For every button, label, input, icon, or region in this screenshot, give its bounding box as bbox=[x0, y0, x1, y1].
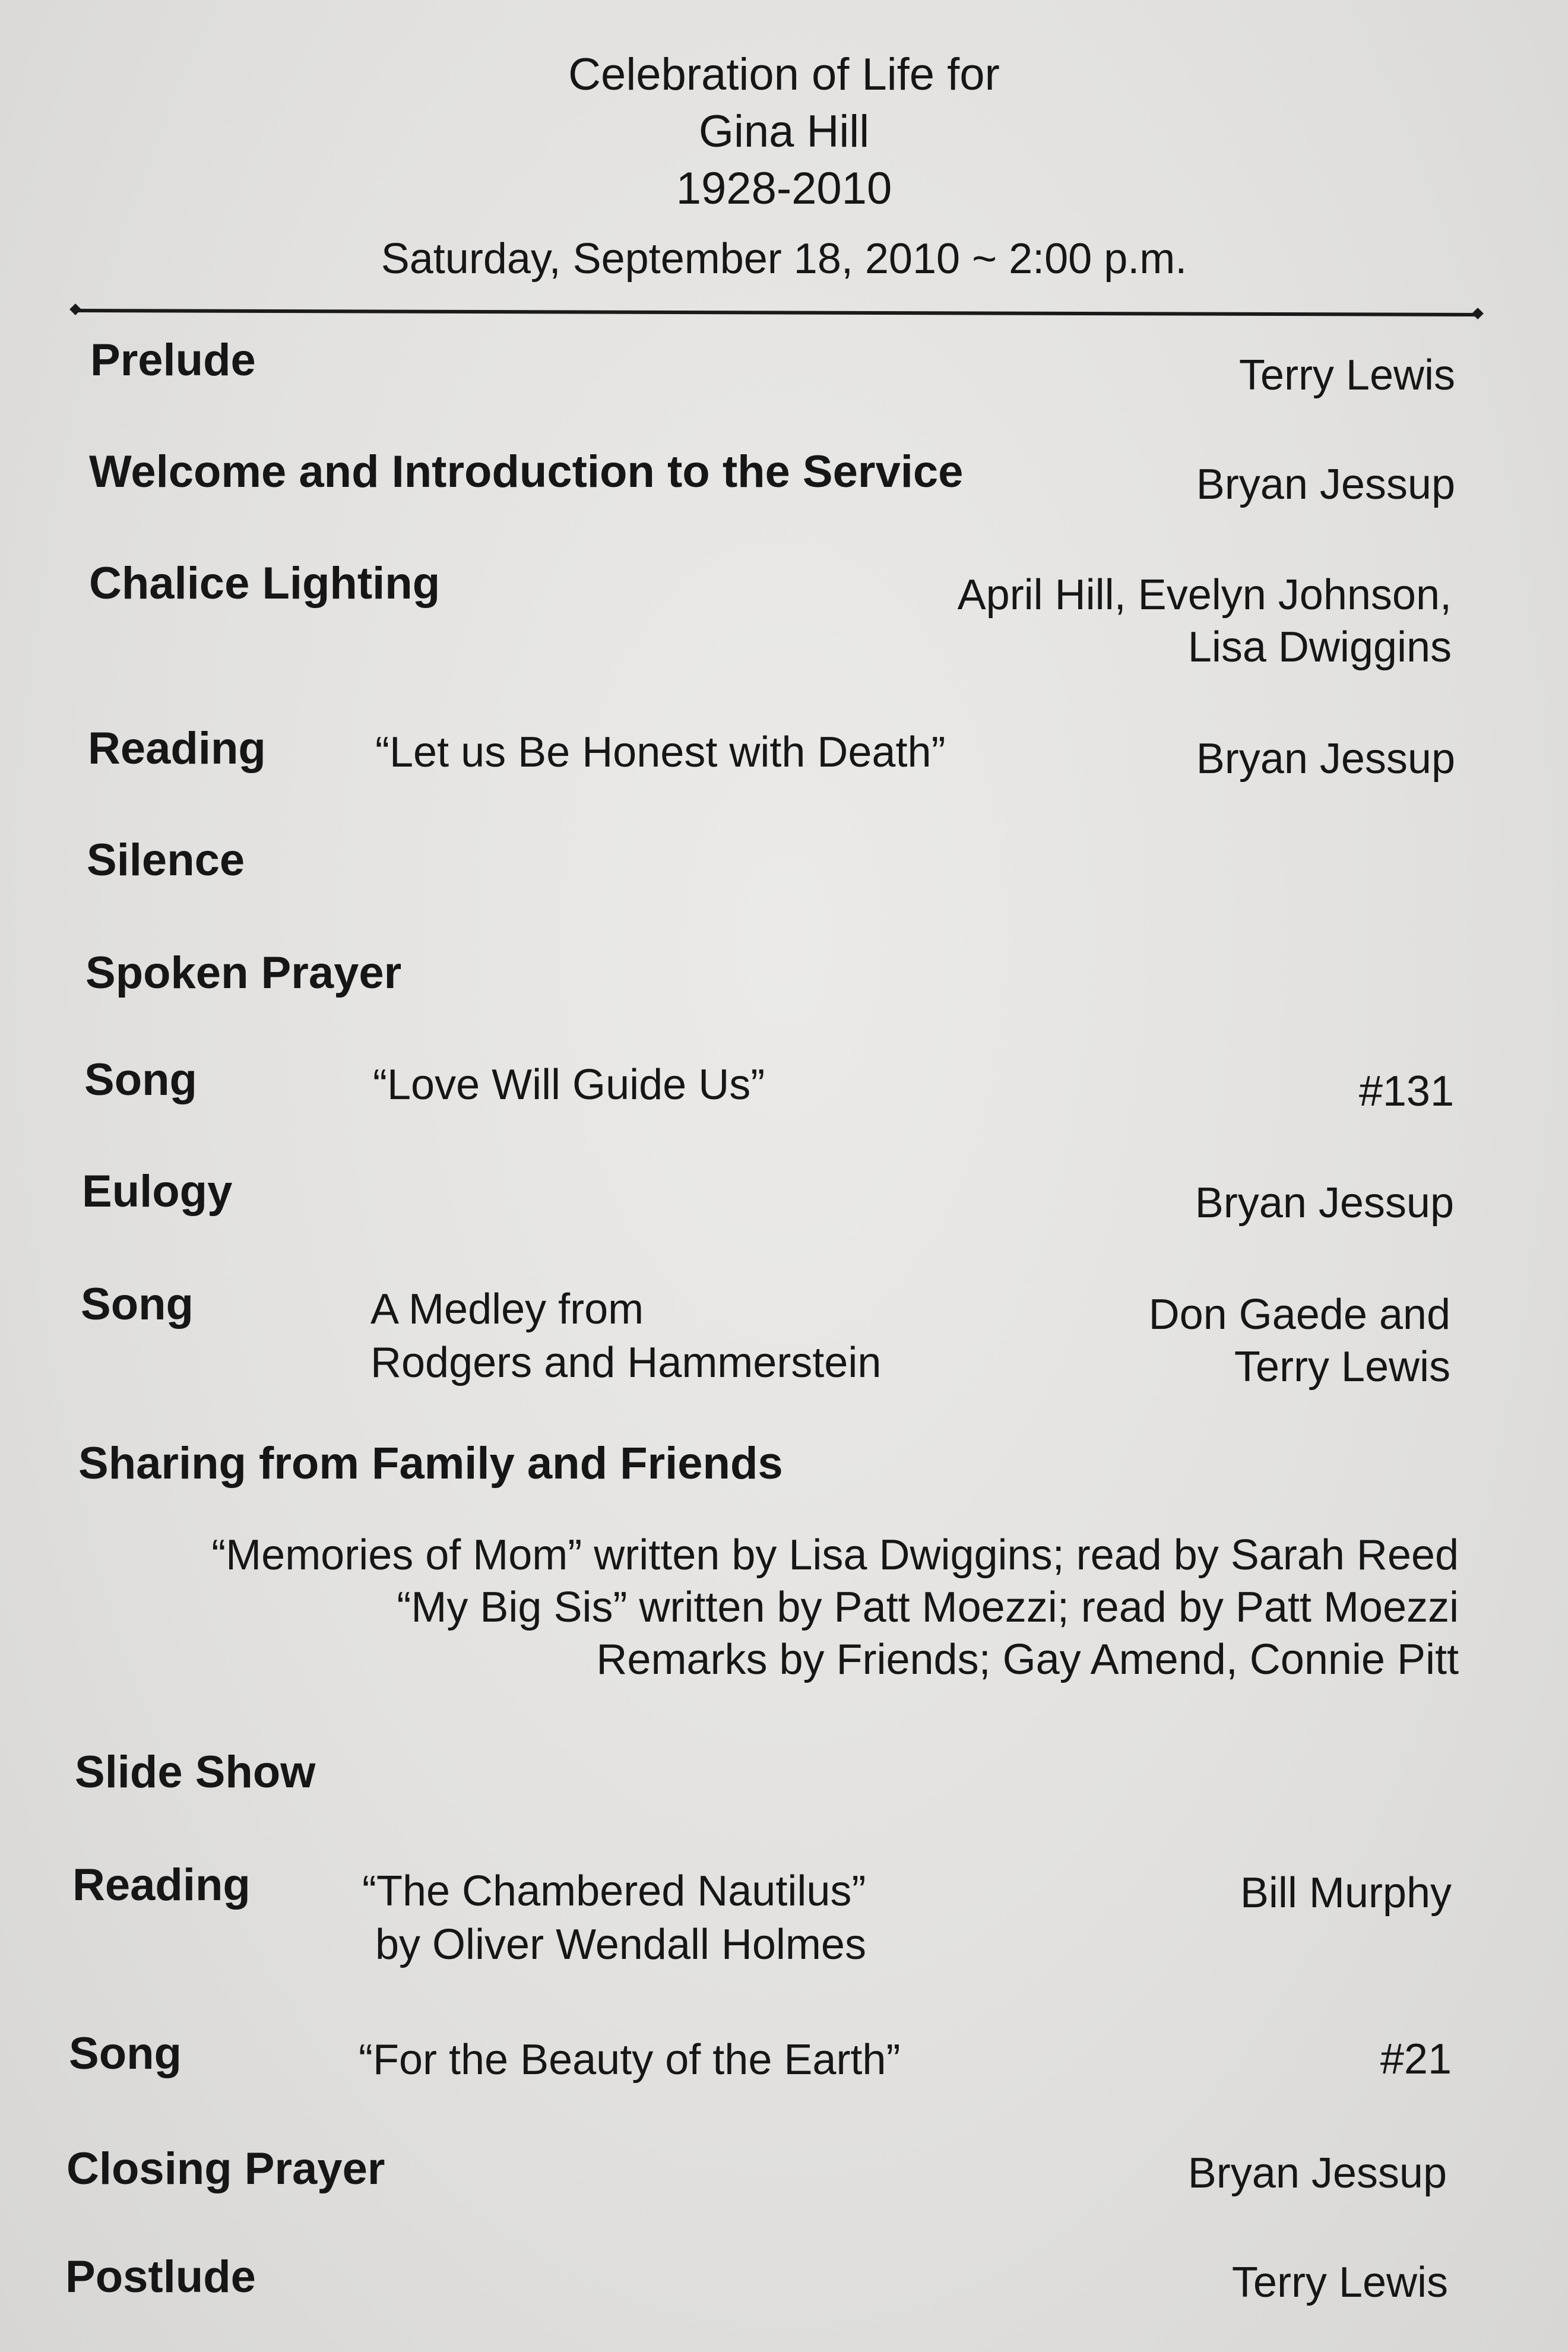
header-title: Celebration of Life for bbox=[568, 49, 1000, 100]
item-title-reading-2 bbox=[362, 1864, 866, 1971]
song-2-person-line2: Terry Lewis bbox=[1234, 1343, 1450, 1391]
item-label-reading-1: Reading bbox=[88, 723, 266, 774]
item-person-closing-prayer: Bryan Jessup bbox=[1187, 2150, 1447, 2197]
item-label-welcome: Welcome and Introduction to the Service bbox=[89, 447, 964, 497]
item-person-chalice bbox=[958, 569, 1452, 673]
song-2-person-line1: Don Gaede and bbox=[1148, 1291, 1450, 1338]
item-label-sharing: Sharing from Family and Friends bbox=[78, 1438, 783, 1489]
song-2-title-line2: Rodgers and Hammerstein bbox=[370, 1339, 882, 1386]
header-date: Saturday, September 18, 2010 ~ 2:00 p.m. bbox=[381, 235, 1187, 283]
item-label-reading-2: Reading bbox=[72, 1860, 251, 1910]
header-name: Gina Hill bbox=[698, 106, 870, 157]
item-label-song-3: Song bbox=[69, 2028, 182, 2079]
chalice-person-line1: April Hill, Evelyn Johnson, bbox=[957, 571, 1452, 619]
sharing-line: “My Big Sis” written by Patt Moezzi; read by Patt Moezzi bbox=[397, 1584, 1459, 1631]
item-label-prelude: Prelude bbox=[90, 335, 256, 385]
item-person-reading-1: Bryan Jessup bbox=[1196, 735, 1455, 783]
item-hymn-song-1: #131 bbox=[1358, 1068, 1454, 1115]
program-header bbox=[0, 46, 1568, 287]
item-title-reading-1: “Let us Be Honest with Death” bbox=[375, 729, 946, 776]
item-person-welcome: Bryan Jessup bbox=[1196, 461, 1455, 508]
header-divider bbox=[76, 309, 1477, 316]
item-title-song-3: “For the Beauty of the Earth” bbox=[359, 2036, 901, 2084]
chalice-person-line2: Lisa Dwiggins bbox=[1187, 623, 1452, 671]
song-2-title-line1: A Medley from bbox=[370, 1286, 644, 1333]
sharing-line: “Memories of Mom” written by Lisa Dwiggins; read by Sarah Reed bbox=[211, 1531, 1459, 1579]
item-person-eulogy: Bryan Jessup bbox=[1195, 1179, 1454, 1227]
item-hymn-song-3: #21 bbox=[1380, 2036, 1452, 2083]
item-label-postlude: Postlude bbox=[65, 2252, 256, 2302]
reading-2-title-line2: by Oliver Wendall Holmes bbox=[375, 1921, 866, 1968]
sharing-list bbox=[211, 1529, 1459, 1686]
item-label-eulogy: Eulogy bbox=[82, 1166, 233, 1217]
item-person-postlude: Terry Lewis bbox=[1231, 2259, 1448, 2306]
item-person-prelude: Terry Lewis bbox=[1238, 352, 1455, 399]
item-label-song-1: Song bbox=[84, 1055, 197, 1105]
reading-2-title-line1: “The Chambered Nautilus” bbox=[362, 1867, 866, 1915]
item-person-reading-2: Bill Murphy bbox=[1240, 1869, 1452, 1917]
item-label-silence: Silence bbox=[87, 835, 245, 885]
item-title-song-1: “Love Will Guide Us” bbox=[373, 1061, 765, 1109]
item-person-song-2 bbox=[1149, 1289, 1450, 1393]
item-label-song-2: Song bbox=[81, 1279, 194, 1329]
item-label-chalice: Chalice Lighting bbox=[89, 558, 441, 609]
item-title-song-2 bbox=[370, 1283, 881, 1389]
sharing-line: Remarks by Friends; Gay Amend, Connie Pitt bbox=[596, 1636, 1459, 1683]
item-label-closing-prayer: Closing Prayer bbox=[66, 2144, 385, 2194]
item-label-slide-show: Slide Show bbox=[75, 1747, 316, 1797]
item-label-spoken-prayer: Spoken Prayer bbox=[85, 948, 402, 998]
header-years: 1928-2010 bbox=[676, 163, 892, 214]
